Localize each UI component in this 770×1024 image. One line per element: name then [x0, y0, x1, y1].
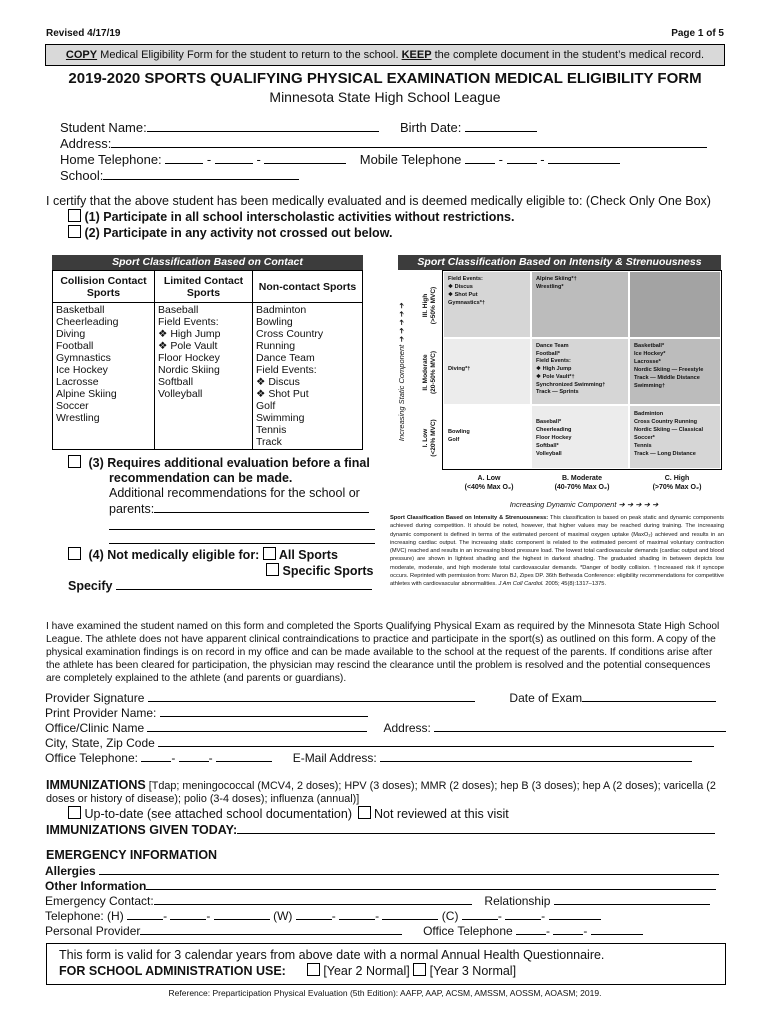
sport-item: Badminton — [256, 304, 307, 316]
grid-sport: Track — Middle Distance — [634, 375, 700, 381]
sport-item: Swimming — [256, 412, 305, 424]
grid-sport: Cross Country Running — [634, 419, 698, 425]
sport-item: Dance Team — [256, 352, 315, 364]
school-field[interactable] — [103, 168, 299, 180]
row-low-label — [422, 407, 438, 469]
telephone-w-label: (W) — [273, 909, 293, 923]
year-2-label: [Year 2 Normal] — [323, 964, 410, 978]
given-today-field[interactable] — [237, 822, 715, 834]
grid-sport: Field Events: — [536, 358, 571, 365]
h-phone-line[interactable] — [214, 908, 270, 920]
dash: - — [256, 152, 261, 167]
dash: - — [497, 909, 502, 923]
year-3-checkbox[interactable] — [413, 963, 426, 976]
relationship-label: Relationship — [484, 894, 551, 908]
dash: - — [206, 152, 212, 167]
revised-date: Revised 4/17/19 — [46, 28, 121, 39]
w-phone-line[interactable] — [382, 908, 438, 920]
grid-sport: Baseball* — [536, 419, 562, 425]
address-label: Address: — [60, 136, 112, 151]
sport-item: ❖ Discus — [256, 376, 300, 388]
birth-date-field[interactable] — [465, 120, 537, 132]
note-end: 2005; 45(8):1317–1375. — [543, 581, 607, 588]
grid-sport: ❖ High Jump — [536, 366, 572, 373]
sport-item: Lacrosse — [56, 376, 99, 388]
school-label: School: — [60, 168, 104, 183]
collision-header: Collision Contact Sports — [53, 271, 155, 303]
grid-sport: Football* — [536, 350, 560, 357]
row-mod-label — [422, 340, 438, 405]
dash: - — [163, 909, 168, 923]
sport-item: Football — [56, 340, 94, 352]
other-info-row — [45, 878, 716, 892]
note-cite: J Am Coll Cardiol. — [498, 581, 544, 588]
banner-end: the complete document in the student’s medical record. — [431, 49, 705, 61]
limited-header: Limited Contact Sports — [155, 271, 253, 303]
all-sports-label: All Sports — [278, 548, 338, 562]
sport-item: Tennis — [256, 424, 287, 436]
cell-low-low — [443, 405, 531, 469]
sport-item: Volleyball — [158, 388, 203, 400]
banner-keep: KEEP — [401, 49, 432, 61]
grid-sport: ❖ Pole Vault*† — [536, 373, 575, 380]
h-phone-area[interactable] — [127, 908, 163, 920]
grid-sport: Synchronized Swimming† — [536, 381, 606, 388]
office-phone-row — [45, 750, 692, 764]
option-1-label: (1) Participate in all school interscholastic activities without restrictions. — [84, 210, 515, 224]
office-phone-label: Office Telephone: — [45, 751, 138, 765]
office-phone-prefix[interactable] — [179, 750, 209, 762]
option-2-label: (2) Participate in any activity not crossed out below. — [84, 226, 393, 240]
col-low-range: (<40% Max O₂) — [464, 484, 514, 491]
immunizations-list: [Tdap; meningococcal (MCV4, 2 doses); HPV (3 doses); MMR (2 doses); hep B (3 doses); hep A (2 doses); varicella (2 doses or history of disease); polio (3-4 doses); influenza (annual)] — [46, 780, 716, 805]
date-exam-label: Date of Exam — [509, 691, 583, 705]
grid-sport: Tennis — [634, 443, 652, 449]
provider-signature-field[interactable] — [148, 690, 475, 702]
other-info-field[interactable] — [146, 878, 716, 890]
option-4-label: (4) Not medically eligible for: — [88, 548, 260, 562]
col-high-label — [631, 474, 723, 492]
option-2-checkbox[interactable] — [68, 225, 81, 238]
noncontact-header: Non-contact Sports — [253, 271, 363, 303]
emergency-title: EMERGENCY INFORMATION — [46, 848, 218, 862]
option-4 — [68, 547, 338, 563]
page-number: Page 1 of 5 — [671, 28, 724, 39]
sport-item: Alpine Skiing — [56, 388, 117, 400]
certify-text: I certify that the above student has been medically evaluated and is deemed medically eligible to: (Check Only One Box) — [46, 194, 711, 208]
col-low-label — [445, 474, 533, 492]
option-2 — [68, 225, 392, 240]
specify-label: Specify — [68, 579, 113, 593]
copy-banner — [45, 44, 725, 66]
grid-sport: Swimming† — [634, 383, 666, 389]
print-name-field[interactable] — [160, 705, 368, 717]
noncontact-list — [253, 303, 363, 450]
recommendation-line-3[interactable] — [109, 543, 375, 544]
limited-list — [155, 303, 253, 450]
row-high-title: III. High — [422, 293, 429, 318]
mobile-phone-line[interactable] — [548, 152, 620, 164]
grid-sport: Diving*† — [448, 366, 471, 372]
grid-sport: Nordic Skiing — Freestyle — [634, 367, 704, 373]
option-1 — [68, 209, 514, 224]
cell-high-high — [629, 271, 721, 338]
personal-provider-field[interactable] — [140, 923, 402, 935]
provider-phone-line[interactable] — [591, 923, 643, 935]
dash: - — [546, 924, 551, 938]
grid-sport: Bowling — [448, 429, 470, 435]
grid-sport: Floor Hockey — [536, 435, 572, 441]
c-phone-prefix[interactable] — [505, 908, 541, 920]
grid-sport: Track — Sprints — [536, 389, 579, 396]
c-phone-line[interactable] — [549, 908, 601, 920]
specific-sports — [266, 563, 373, 578]
option-3-checkbox[interactable] — [68, 455, 81, 468]
grid-sport: Track — Long Distance — [634, 451, 696, 457]
cell-low-mod — [531, 405, 629, 469]
print-name-label: Print Provider Name: — [45, 706, 157, 720]
sport-item: Track — [256, 436, 282, 448]
intensity-header: Sport Classification Based on Intensity & Strenuousness — [398, 255, 721, 270]
not-reviewed-label: Not reviewed at this visit — [373, 807, 509, 821]
telephone-h-label: Telephone: (H) — [45, 909, 124, 923]
contact-table — [52, 270, 363, 450]
col-mod-label — [533, 474, 631, 492]
sport-item: ❖ Shot Put — [256, 388, 309, 400]
sport-item: Field Events: — [158, 316, 219, 328]
sport-item: Bowling — [256, 316, 293, 328]
city-row — [45, 735, 714, 749]
sport-item: Floor Hockey — [158, 352, 220, 364]
relationship-field[interactable] — [554, 893, 710, 905]
sport-item: Gymnastics — [56, 352, 111, 364]
option-3-line3: Additional recommendations for the school or — [109, 486, 360, 500]
validity-text: This form is valid for 3 calendar years from above date with a normal Annual Health Questionnaire. — [59, 948, 605, 962]
h-phone-prefix[interactable] — [170, 908, 206, 920]
provider-signature-label: Provider Signature — [45, 691, 145, 705]
specific-sports-checkbox[interactable] — [266, 563, 279, 576]
grid-sport: Alpine Skiing*† — [536, 276, 577, 282]
office-row — [45, 720, 726, 734]
provider-address-field[interactable] — [434, 720, 726, 732]
immunizations-text — [46, 779, 726, 806]
option-3-line1: (3) Requires additional evaluation before a final — [88, 456, 370, 470]
admin-label: FOR SCHOOL ADMINISTRATION USE: — [59, 964, 286, 978]
telephone-c-label: (C) — [441, 909, 459, 923]
given-today-row — [46, 822, 715, 837]
row-mod-title: II. Moderate — [422, 354, 429, 391]
provider-phone-area[interactable] — [516, 923, 546, 935]
contact-classification — [52, 255, 363, 450]
office-name-field[interactable] — [147, 720, 367, 732]
telephone-row — [45, 908, 601, 922]
dash: - — [498, 152, 503, 167]
sport-item: Nordic Skiing — [158, 364, 220, 376]
row-low-range: (<20% MVC) — [430, 419, 437, 457]
col-high-range: (>70% Max O₂) — [652, 484, 702, 491]
dash: - — [541, 909, 546, 923]
col-mod-title: B. Moderate — [561, 475, 603, 482]
grid-sport: Wrestling* — [536, 284, 564, 290]
provider-office-phone-label: Office Telephone — [423, 924, 513, 938]
immunization-status — [68, 806, 509, 821]
sport-item: Baseball — [158, 304, 199, 316]
city-label: City, State, Zip Code — [45, 736, 155, 750]
mobile-phone-label: Mobile Telephone — [359, 152, 462, 167]
dash: - — [540, 152, 545, 167]
sport-item: ❖ Pole Vault — [158, 340, 218, 352]
address-field[interactable] — [111, 136, 707, 148]
office-phone-line[interactable] — [216, 750, 272, 762]
intensity-note — [390, 514, 724, 589]
dash: - — [583, 924, 588, 938]
allergies-field[interactable] — [99, 863, 719, 875]
specific-sports-label: Specific Sports — [282, 564, 374, 578]
dash: - — [206, 909, 211, 923]
grid-sport: Badminton — [634, 411, 664, 417]
validity-box — [46, 943, 726, 985]
uptodate-checkbox[interactable] — [68, 806, 81, 819]
option-3 — [68, 455, 388, 517]
mobile-phone-area[interactable] — [465, 152, 495, 164]
contact-table-header: Sport Classification Based on Contact — [52, 255, 363, 270]
emergency-contact-field[interactable] — [154, 893, 472, 905]
personal-provider-label: Personal Provider — [45, 924, 141, 938]
sport-item: Wrestling — [56, 412, 100, 424]
provider-signature-row — [45, 690, 716, 704]
specify-field[interactable] — [116, 578, 372, 590]
city-field[interactable] — [158, 735, 714, 747]
student-info — [60, 120, 720, 184]
allergies-label: Allergies — [45, 864, 96, 878]
given-today-label: IMMUNIZATIONS GIVEN TODAY: — [46, 823, 238, 837]
grid-sport: ❖ Shot Put — [448, 292, 478, 298]
year-3-label: [Year 3 Normal] — [429, 964, 517, 978]
uptodate-label: Up-to-date (see attached school documentation) — [84, 807, 353, 821]
reference-note: Reference: Preparticipation Physical Evaluation (5th Edition): AAFP, AAP, ACSM, AMSSM, AOSSM, AOASM; 2019. — [168, 988, 602, 998]
cell-high-mod — [531, 271, 629, 338]
dash: - — [208, 751, 213, 765]
grid-sport: Softball* — [536, 443, 559, 449]
address-label-provider: Address: — [383, 721, 431, 735]
sport-item: ❖ High Jump — [158, 328, 221, 340]
row-high-label — [422, 273, 438, 338]
parents-recommendation-field[interactable] — [154, 501, 369, 513]
home-phone-label: Home Telephone: — [60, 152, 162, 167]
date-exam-field[interactable] — [582, 690, 716, 702]
grid-sport: Lacrosse* — [634, 359, 661, 365]
sport-item: Field Events: — [256, 364, 317, 376]
w-phone-area[interactable] — [296, 908, 332, 920]
sport-item: Diving — [56, 328, 86, 340]
option-3-line2: recommendation can be made. — [109, 471, 293, 485]
banner-copy: COPY — [65, 49, 98, 61]
grid-sport: Field Events: — [448, 276, 483, 282]
cell-high-low — [443, 271, 531, 338]
office-phone-area[interactable] — [141, 750, 171, 762]
home-phone-line[interactable] — [264, 152, 346, 164]
recommendation-line-2[interactable] — [109, 529, 375, 530]
cell-mod-low — [443, 338, 531, 405]
page-title: 2019-2020 SPORTS QUALIFYING PHYSICAL EXAMINATION MEDICAL ELIGIBILITY FORM — [68, 70, 702, 87]
grid-sport: Golf — [448, 437, 460, 443]
option-4-checkbox[interactable] — [68, 547, 81, 560]
student-name-field[interactable] — [147, 120, 379, 132]
home-phone-prefix[interactable] — [215, 152, 253, 164]
sport-item: Golf — [256, 400, 276, 412]
year-2-checkbox[interactable] — [307, 963, 320, 976]
row-high-range: (>50% MVC) — [430, 286, 437, 325]
dash: - — [375, 909, 380, 923]
grid-sport: Gymnastics*† — [448, 300, 486, 306]
note-body: This classification is based on peak static and dynamic components achieved during competition. It should be noted, however, that higher values may be reached during training. The increasing dynamic component is defined in terms of the estimated percent of maximal oxygen uptake (MaxO₂) achieved and results in an increasing cardiac output. The increasing static component is related to the estimated percent of maximal voluntary contraction (MVC) reached and results in an increasing blood pressure load. The lowest total cardiovascular demands (cardiac output and blood pressure) are shown in lightest shading and the highest in darkest shading. The graduated shading in between depicts low moderate, moderate, and high moderate total cardiovascular demands. *Danger of bodily collision. †Increased risk if syncope occurs. Reprinted with permission from: Maron BJ, Zipes DP. 36th Bethesda Conference: eligibility recommendations for competitive athletes with cardiovascular abnormalities. — [390, 515, 724, 588]
emergency-contact-row — [45, 893, 710, 907]
sport-item: Cheerleading — [56, 316, 119, 328]
personal-provider-row — [45, 923, 643, 937]
option-1-checkbox[interactable] — [68, 209, 81, 222]
grid-sport: Nordic Skiing — Classical — [634, 427, 704, 433]
grid-sport: ❖ Discus — [448, 284, 473, 290]
email-label: E-Mail Address: — [292, 751, 377, 765]
grid-sport: Basketball* — [634, 343, 665, 349]
not-reviewed-checkbox[interactable] — [358, 806, 371, 819]
note-title: Sport Classification Based on Intensity & Strenuousness: — [390, 515, 549, 521]
cell-low-high — [629, 405, 721, 469]
email-field[interactable] — [380, 750, 692, 762]
grid-sport: Volleyball — [536, 451, 562, 457]
page-subtitle: Minnesota State High School League — [269, 89, 501, 105]
w-phone-prefix[interactable] — [339, 908, 375, 920]
emergency-contact-label: Emergency Contact: — [45, 894, 154, 908]
collision-list — [53, 303, 155, 450]
grid-sport: Cheerleading — [536, 427, 572, 433]
grid-sport: Dance Team — [536, 343, 569, 349]
sport-item: Ice Hockey — [56, 364, 108, 376]
intensity-grid — [442, 270, 722, 470]
examined-statement: I have examined the student named on this form and completed the Sports Qualifying Physical Exam as required by the Minnesota State High School League. The athlete does not have apparent clinical contraindications to practice and participate in the sport(s) as outlined on this form. A copy of the physical examination findings is on record in my office and can be made available to the school at the request of the parents. If conditions arise after the athlete has been cleared for participation, the physician may rescind the clearance until the problem is resolved and the potential consequences are completely explained to the athlete (and parents or guardians). — [46, 621, 720, 684]
all-sports-checkbox[interactable] — [263, 547, 276, 560]
grid-sport: Ice Hockey* — [634, 351, 666, 357]
col-high-title: C. High — [664, 475, 690, 482]
static-axis-label: Increasing Static Component ➔ ➔ ➔ ➔ ➔ — [397, 302, 406, 442]
office-name-label: Office/Clinic Name — [45, 721, 145, 735]
sport-item: Basketball — [56, 304, 105, 316]
provider-phone-prefix[interactable] — [553, 923, 583, 935]
grid-sport: Soccer* — [634, 435, 655, 441]
specify-row — [68, 578, 372, 593]
print-name-row — [45, 705, 368, 719]
mobile-phone-prefix[interactable] — [507, 152, 537, 164]
allergies-row — [45, 863, 719, 877]
dash: - — [331, 909, 336, 923]
option-3-line4: parents: — [109, 502, 155, 516]
home-phone-area[interactable] — [165, 152, 203, 164]
sport-item: Softball — [158, 376, 194, 388]
c-phone-area[interactable] — [462, 908, 498, 920]
banner-mid: Medical Eligibility Form for the student to return to the school. — [97, 49, 402, 61]
dynamic-axis-label: Increasing Dynamic Component ➔ ➔ ➔ ➔ ➔ — [509, 500, 659, 509]
dash: - — [171, 751, 176, 765]
cell-mod-mod — [531, 338, 629, 405]
other-info-label: Other Information — [45, 879, 147, 893]
cell-mod-high — [629, 338, 721, 405]
immunizations-title: IMMUNIZATIONS — [46, 778, 146, 792]
col-low-title: A. Low — [477, 475, 501, 482]
student-name-label: Student Name: — [60, 120, 147, 135]
row-low-title: I. Low — [422, 428, 429, 448]
birth-date-label: Birth Date: — [399, 120, 462, 135]
row-mod-range: (20-50% MVC) — [430, 351, 437, 394]
sport-item: Soccer — [56, 400, 89, 412]
col-mod-range: (40-70% Max O₂) — [554, 484, 610, 491]
sport-item: Cross Country Running — [256, 328, 324, 352]
